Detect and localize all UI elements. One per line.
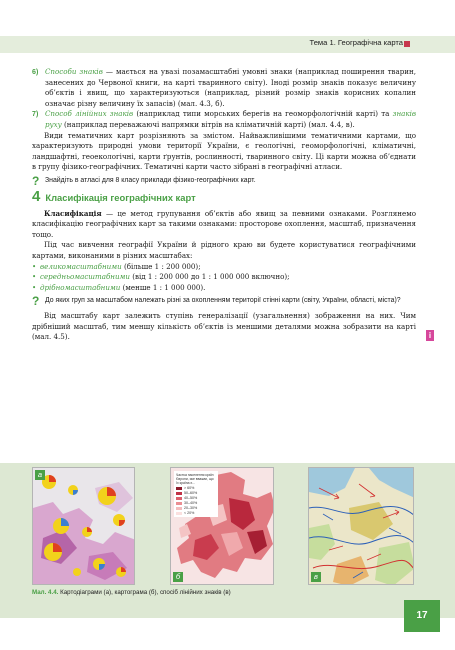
paragraph-thematic-maps: Види тематичних карт розрізняють за змістом. Найважливішими тематичними картами, що характеризують природні умови території України, є геологічні, геоморфологічні, кліматичні, ландшафтні, геоекологічні, карти ґрунтів, рослинності, тваринного світу. Ці карти можна об’єднати в групу фізико-географічних. Тематичні карти часто зібрані в географічні атласи. bbox=[32, 130, 416, 172]
legend-swatch bbox=[176, 507, 182, 510]
list-item-7 bbox=[32, 109, 416, 130]
legend-swatch bbox=[176, 502, 182, 505]
legend-entry bbox=[176, 501, 216, 505]
bullet-text: (більше 1 : 200 000); bbox=[121, 261, 201, 271]
list-item-6 bbox=[32, 67, 416, 109]
bullet-text: (менше 1 : 1 000 000). bbox=[120, 282, 206, 292]
list-number: 7) bbox=[32, 110, 39, 119]
bullet-text: (від 1 : 200 000 до 1 : 1 000 000 включно); bbox=[130, 272, 290, 282]
classification-text: — це метод групування об’єктів або явищ за певними ознаками. Розглянемо класифікацію географічних карт за такими ознаками: просторове охоплення, масштаб, призначення тощо. bbox=[32, 208, 416, 239]
page-number: 17 bbox=[404, 600, 440, 632]
figure-letter: б bbox=[173, 572, 183, 582]
paragraph-scales: Під час вивчення географії України й рідного краю ви будете користуватися географічними картами, виконаними в різних масштабах: bbox=[32, 240, 416, 260]
list-term-2: знаків руху bbox=[45, 109, 416, 129]
term-classification: Класифікація bbox=[44, 208, 102, 218]
figure-cartodiagram bbox=[32, 467, 135, 585]
legend-entry bbox=[176, 491, 216, 495]
legend-swatch bbox=[176, 492, 182, 495]
legend-swatch bbox=[176, 487, 182, 490]
list-number: 6) bbox=[32, 68, 39, 76]
legend-label: 20–30% bbox=[184, 506, 198, 510]
bullet-icon: • bbox=[32, 272, 37, 282]
question-mark-icon: ? bbox=[32, 294, 40, 309]
figure-letter: в bbox=[311, 572, 321, 582]
info-marker: i bbox=[426, 330, 434, 341]
legend-label: 50–60% bbox=[184, 491, 198, 495]
linear-signs-map-image bbox=[309, 468, 414, 585]
question-mark-icon: ? bbox=[32, 173, 40, 188]
question-text: Знайдіть в атласі для 8 класу приклади фізико-географічних карт. bbox=[45, 176, 256, 184]
legend-entries bbox=[176, 486, 216, 515]
chapter-title: Тема 1. Географічна карта bbox=[309, 38, 403, 47]
caption-label: Мал. 4.4. bbox=[32, 589, 59, 596]
bullet-term: середньомасштабними bbox=[40, 272, 130, 282]
section-heading bbox=[32, 187, 416, 205]
legend-entry bbox=[176, 506, 216, 510]
bullet-term: дрібномасштабними bbox=[40, 282, 121, 292]
bullet-item bbox=[32, 283, 416, 294]
legend-label: < 20% bbox=[184, 511, 195, 515]
cartogram-legend bbox=[174, 471, 218, 517]
list-text: (наприклад переважаючі напрямки вітрів на кліматичній карті) (мал. 4.4, в). bbox=[61, 119, 355, 129]
legend-swatch bbox=[176, 497, 182, 500]
figure-letter: а bbox=[35, 470, 45, 480]
list-term: Способ лінійних знаків bbox=[45, 109, 134, 119]
section-title: Класифікація географічних карт bbox=[45, 191, 196, 203]
list-text: (наприклад типи морських берегів на геоморфологічній карті) та bbox=[133, 109, 393, 119]
legend-entry bbox=[176, 511, 216, 515]
figure-linear-signs bbox=[308, 467, 414, 585]
main-text bbox=[32, 67, 416, 343]
bullet-term: великомасштабними bbox=[40, 261, 122, 271]
legend-entry bbox=[176, 496, 216, 500]
legend-label: > 60% bbox=[184, 486, 195, 490]
legend-entry bbox=[176, 486, 216, 490]
question-row bbox=[32, 173, 416, 188]
caption-text: Картодіаграми (а), картограма (б), спосіб лінійних знаків (в) bbox=[58, 589, 231, 596]
legend-label: 30–40% bbox=[184, 501, 198, 505]
list-text: — мається на увазі позамасштабні умовні знаки (наприклад поширення тварин, занесених до Червоної книги, на карті тваринного світу). Іноді розмір знаків показує величину об’єктів і явищ, що характеризуються (наприклад, різний розмір знаків корисних копалин означає різну величину їх запасів) (мал. 4.3, б). bbox=[45, 67, 416, 108]
list-term: Способи знаків bbox=[45, 67, 103, 76]
question-row bbox=[32, 294, 416, 309]
figure-caption bbox=[32, 589, 242, 598]
paragraph-generalization: Від масштабу карт залежить ступінь генералізації (узагальнення) зображення на них. Чим дрібніший масштаб, тим меншу кількість об’єктів із меншими деталями можна зобразити на карті (мал. 4.5). bbox=[32, 311, 416, 342]
legend-swatch bbox=[176, 512, 182, 515]
bullet-icon: • bbox=[32, 261, 37, 271]
header-accent-square bbox=[404, 41, 410, 47]
bullet-item bbox=[32, 272, 416, 283]
legend-label: 40–50% bbox=[184, 496, 198, 500]
bullet-icon: • bbox=[32, 282, 37, 292]
paragraph-classification bbox=[32, 209, 416, 241]
cartodiagram-map-image bbox=[33, 468, 135, 585]
question-text: До яких груп за масштабом належать різні за охопленням території стінні карти (світу, України, області, міста)? bbox=[45, 297, 401, 305]
section-number: 4 bbox=[32, 187, 41, 205]
legend-title: Частка населення країн Європи, яке вважає, що їх країна є... bbox=[176, 473, 214, 485]
figure-cartogram bbox=[170, 467, 274, 585]
bullet-item bbox=[32, 262, 416, 273]
